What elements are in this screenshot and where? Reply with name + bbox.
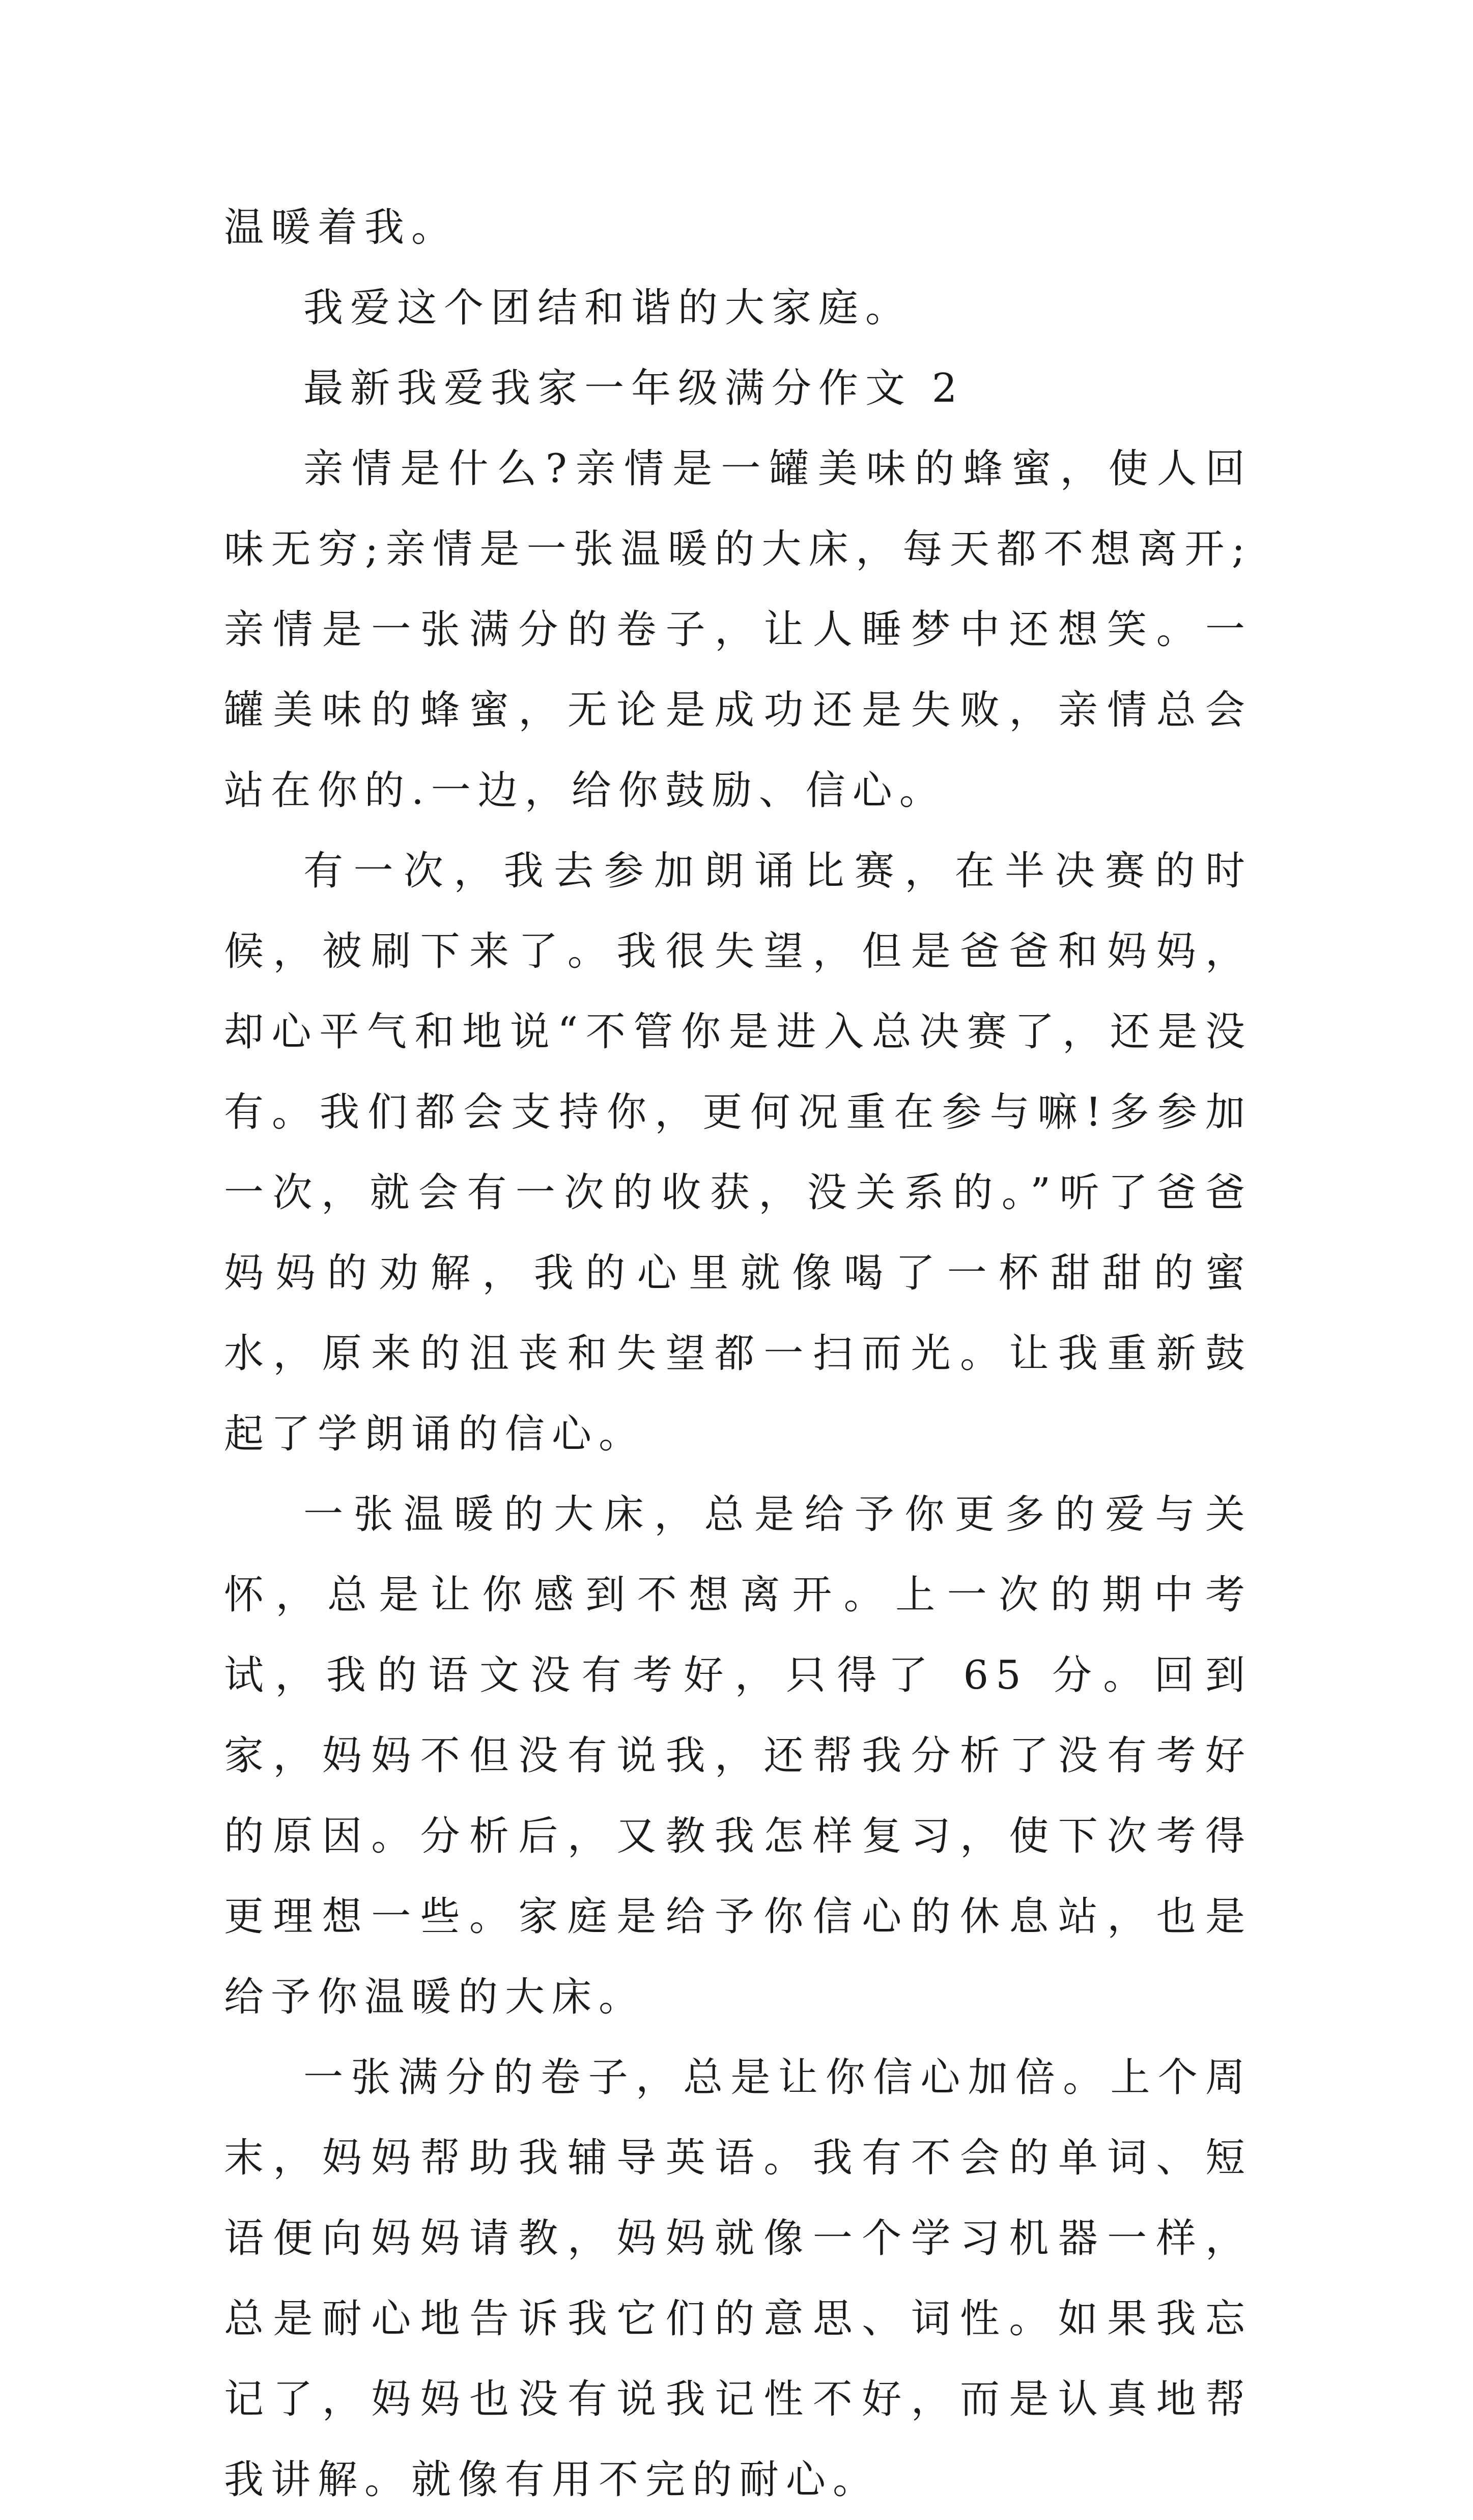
paragraph-perfect-paper: 一张满分的卷子，总是让你信心加倍。上个周末，妈妈帮助我辅导英语。我有不会的单词、短语便向妈妈请教，妈妈就像一个学习机器一样，总是耐心地告诉我它们的意思、词性。如果我忘记了，妈妈也没有说我记性不好，而是认真地帮我讲解。就像有用不完的耐心。 xyxy=(224,2055,1252,2503)
essay-body xyxy=(224,187,1252,2520)
paragraph-what-is-family: 亲情是什么?亲情是一罐美味的蜂蜜，使人回味无穷;亲情是一张温暖的大床，每天都不想离开;亲情是一张满分的卷子，让人睡梦中还想笑。一罐美味的蜂蜜，无论是成功还是失败，亲情总会站在你的.一边，给你鼓励、信心。 xyxy=(224,446,1252,814)
paragraph-warm-bed: 一张温暖的大床，总是给予你更多的爱与关怀，总是让你感到不想离开。上一次的期中考试，我的语文没有考好，只得了 65 分。回到家，妈妈不但没有说我，还帮我分析了没有考好的原因。分析后，又教我怎样复习，使下次考得更理想一些。家庭是给予你信心的休息站，也是给予你温暖的大床。 xyxy=(224,1492,1252,2020)
essay-title: 最新我爱我家一年级满分作文 2 xyxy=(303,366,965,411)
paragraph-continuation: 温暖着我。 xyxy=(224,205,459,250)
paragraph-family-love: 我爱这个团结和谐的大家庭。 xyxy=(303,285,913,331)
paragraph-recitation-contest: 有一次，我去参加朗诵比赛，在半决赛的时候，被刷下来了。我很失望，但是爸爸和妈妈，却心平气和地说“不管你是进入总决赛了，还是没有。我们都会支持你，更何况重在参与嘛!多参加一次，就会有一次的收获，没关系的。”听了爸爸妈妈的劝解，我的心里就像喝了一杯甜甜的蜜水，原来的沮丧和失望都一扫而光。让我重新鼓起了学朗诵的信心。 xyxy=(224,848,1252,1457)
